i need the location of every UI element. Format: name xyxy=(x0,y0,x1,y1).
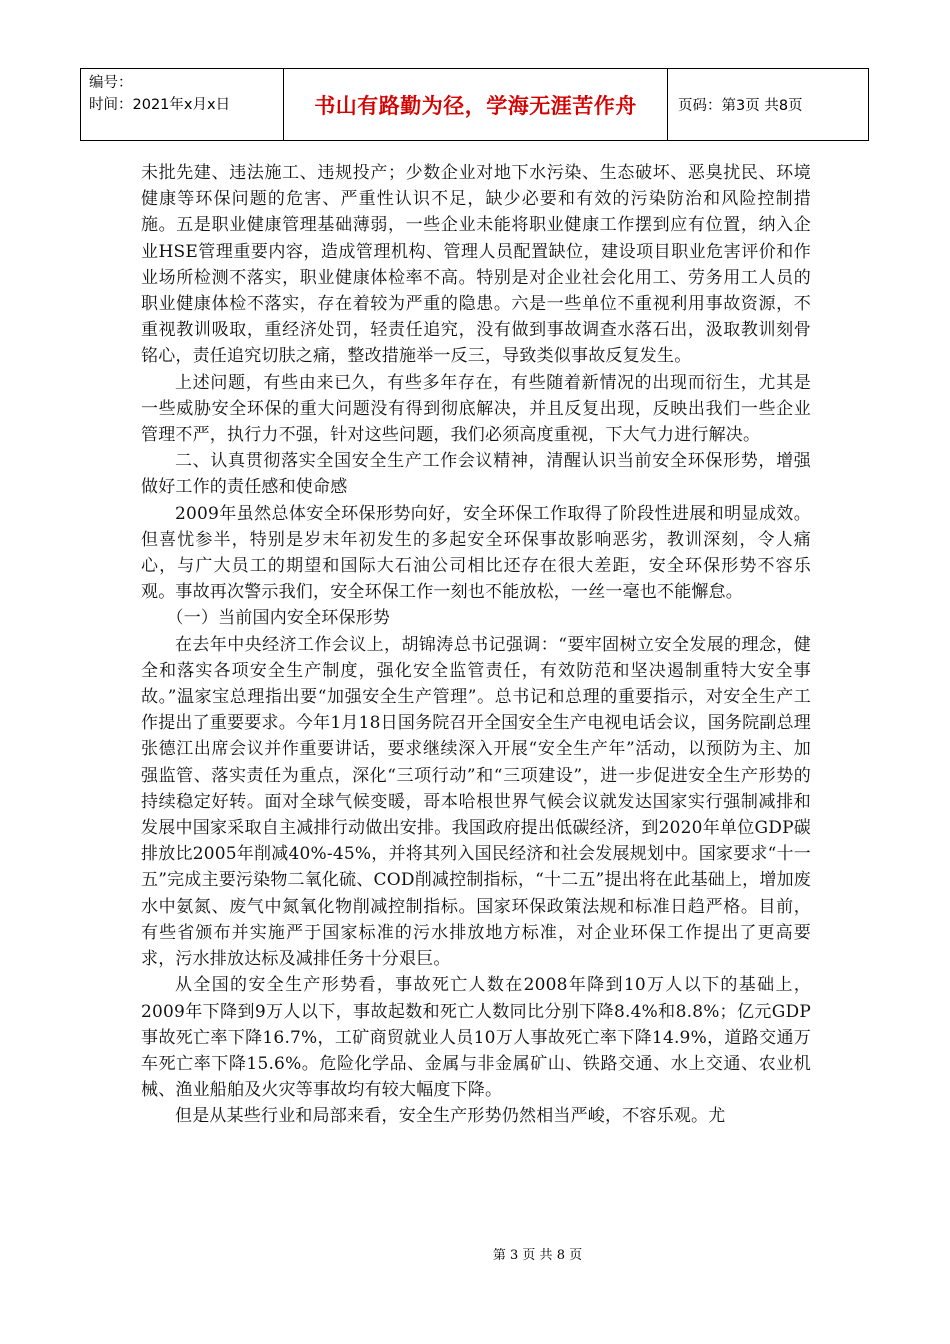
subsection-heading: （一）当前国内安全环保形势 xyxy=(166,608,391,629)
header-meta xyxy=(81,69,284,140)
header-table xyxy=(80,68,869,141)
section-heading: 二、认真贯彻落实全国安全生产工作会议精神，清醒认识当前安全环保形势，增强做好工作的责任感和使命感 xyxy=(141,451,811,498)
document-date: 时间：2021年x月x日 xyxy=(89,97,231,113)
header-motto: 书山有路勤为径，学海无涯苦作舟 xyxy=(314,93,637,118)
body-paragraph: 但是从某些行业和局部来看，安全生产形势仍然相当严峻，不容乐观。尤 xyxy=(175,1106,726,1127)
body-paragraph: 上述问题，有些由来已久，有些多年存在，有些随着新情况的出现而衍生，尤其是一些威胁安全环保的重大问题没有得到彻底解决，并且反复出现，反映出我们一些企业管理不严，执行力不强，针对这些问题，我们必须高度重视，下大气力进行解决。 xyxy=(141,372,811,446)
header-page-info: 页码：第3页 共8页 xyxy=(678,98,803,114)
body-paragraph: 从全国的安全生产形势看，事故死亡人数在2008年降到10万人以下的基础上，2009年下降到9万人以下，事故起数和死亡人数同比分别下降8.4%和8.8%；亿元GDP事故死亡率下降16.7%，工矿商贸就业人员10万人事故死亡率下降14.9%，道路交通万车死亡率下降15.6%。危险化学品、金属与非金属矿山、铁路交通、水上交通、农业机械、渔业船舶及火灾等事故均有较大幅度下降。 xyxy=(141,975,811,1101)
page-footer xyxy=(0,1244,950,1263)
body-paragraph: 未批先建、违法施工、违规投产；少数企业对地下水污染、生态破坏、恶臭扰民、环境健康等环保问题的危害、严重性认识不足，缺少必要和有效的污染防治和风险控制措施。五是职业健康管理基础薄弱，一些企业未能将职业健康工作摆到应有位置，纳入企业HSE管理重要内容，造成管理机构、管理人员配置缺位，建设项目职业危害评价和作业场所检测不落实，职业健康体检率不高。特别是对企业社会化用工、劳务用工人员的职业健康体检不落实，存在着较为严重的隐患。六是一些单位不重视利用事故资源，不重视教训吸取，重经济处罚，轻责任追究，没有做到事故调查水落石出，汲取教训刻骨铭心，责任追究切肤之痛，整改措施举一反三，导致类似事故反复发生。 xyxy=(141,163,811,367)
body-paragraph: 2009年虽然总体安全环保形势向好，安全环保工作取得了阶段性进展和明显成效。但喜忧参半，特别是岁末年初发生的多起安全环保事故影响恶劣，教训深刻，令人痛心，与广大员工的期望和国际大石油公司相比还存在很大差距，安全环保形势不容乐观。事故再次警示我们，安全环保工作一刻也不能放松，一丝一毫也不能懈怠。 xyxy=(141,503,811,603)
body-paragraph: 在去年中央经济工作会议上，胡锦涛总书记强调：“要牢固树立安全发展的理念，健全和落实各项安全生产制度，强化安全监管责任，有效防范和坚决遏制重特大安全事故。”温家宝总理指出要“加强安全生产管理”。总书记和总理的重要指示，对安全生产工作提出了重要要求。今年1月18日国务院召开全国安全生产电视电话会议，国务院副总理张德江出席会议并作重要讲话，要求继续深入开展“安全生产年”活动，以预防为主、加强监管、落实责任为重点，深化“三项行动”和“三项建设”，进一步促进安全生产形势的持续稳定好转。面对全球气候变暖，哥本哈根世界气候会议就发达国家实行强制减排和发展中国家采取自主减排行动做出安排。我国政府提出低碳经济，到2020年单位GDP碳排放比2005年削减40%-45%，并将其列入国民经济和社会发展规划中。国家要求“十一五”完成主要污染物二氧化硫、COD削减控制指标，“十二五”提出将在此基础上，增加废水中氨氮、废气中氮氧化物削减控制指标。国家环保政策法规和标准日趋严格。目前，有些省颁布并实施严于国家标准的污水排放地方标准，对企业环保工作提出了更高要求，污水排放达标及减排任务十分艰巨。 xyxy=(141,634,811,970)
footer-page-number: 第 3 页 共 8 页 xyxy=(492,1248,583,1263)
header-motto-cell xyxy=(284,69,668,140)
document-body xyxy=(141,160,811,1130)
document-number: 编号： xyxy=(89,75,133,91)
